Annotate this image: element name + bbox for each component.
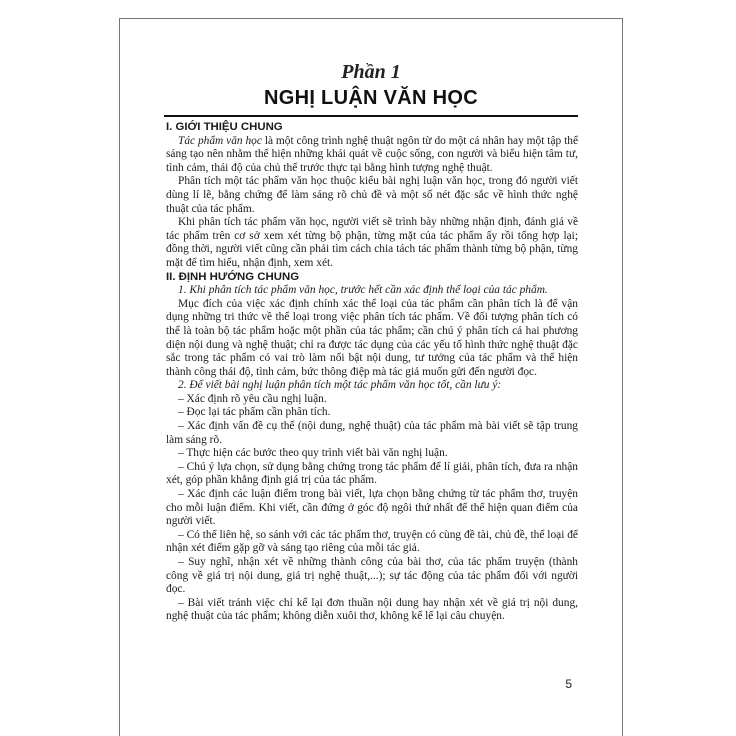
paragraph: Phân tích một tác phẩm văn học thuộc kiểu bài nghị luận văn học, trong đó người viết dùng lí lẽ, bằng chứng để làm sáng rõ chủ đề và một số nét đặc sắc về hình thức nghệ thuật của tác phẩm. — [166, 175, 578, 215]
list-item: – Suy nghĩ, nhận xét về những thành công của bài thơ, của tác phẩm truyện (thành công về giá trị nội dung, giá trị nghệ thuật,...); sự tác động của tác phẩm đối với người đọc. — [166, 556, 578, 596]
list-item: – Chú ý lựa chọn, sử dụng bằng chứng trong tác phẩm để lí giải, phân tích, đưa ra nhận xét, góp phần khẳng định giá trị của tác phẩm. — [166, 460, 578, 487]
page-number: 5 — [565, 677, 572, 691]
list-item: – Xác định rõ yêu cầu nghị luận. — [178, 392, 327, 405]
list-item: – Xác định vấn đề cụ thể (nội dung, nghệ thuật) của tác phẩm mà bài viết sẽ tập trung làm sáng rõ. — [166, 420, 578, 446]
paragraph-intro-rest: là một công trình nghệ thuật ngôn từ do một cá nhân hay một tập thể sáng tạo nên nhằm thể hiện những khái quát về cuộc sống, con người và biểu hiện tâm tư, tình cảm, thái độ của chủ thể trước thực tại bằng hình tượng nghệ thuật. — [166, 134, 578, 174]
title-divider — [164, 115, 578, 117]
part-title: NGHỊ LUẬN VĂN HỌC — [264, 87, 478, 109]
paragraph: Khi phân tích tác phẩm văn học, người viết sẽ trình bày những nhận định, đánh giá về tác phẩm trên cơ sở xem xét từng bộ phận, từng mặt của tác phẩm ấy rồi tổng hợp lại; đồng thời, người viết cũng cần phải tìm cách chia tách tác phẩm thành từng bộ phận, từng mặt để tìm hiểu, nhận định, xem xét. — [166, 216, 578, 269]
list-item: – Đọc lại tác phẩm cần phân tích. — [178, 406, 331, 419]
part-label: Phần 1 — [341, 61, 401, 83]
subheading: 2. Để viết bài nghị luận phân tích một tác phẩm văn học tốt, cần lưu ý: — [178, 379, 502, 392]
list-item: – Bài viết tránh việc chỉ kể lại đơn thuần nội dung hay nhận xét về giá trị nội dung, nghệ thuật của tác phẩm; không diễn xuôi thơ, không kể lể lại câu chuyện. — [166, 596, 578, 623]
paragraph-intro — [166, 135, 578, 176]
section-heading-2: II. ĐỊNH HƯỚNG CHUNG — [166, 270, 300, 283]
subheading: 1. Khi phân tích tác phẩm văn học, trước hết cần xác định thể loại của tác phẩm. — [178, 284, 548, 297]
term-italic: Tác phẩm văn học — [178, 134, 262, 147]
list-item: – Có thể liên hệ, so sánh với các tác phẩm thơ, truyện có cùng đề tài, chủ đề, thể loại để nhận xét điểm gặp gỡ và sáng tạo riêng của mỗi tác giả. — [166, 528, 578, 555]
book-page — [119, 18, 623, 736]
list-item: – Thực hiện các bước theo quy trình viết bài văn nghị luận. — [178, 447, 448, 460]
body-text — [166, 121, 578, 624]
list-item: – Xác định các luận điểm trong bài viết, lựa chọn bằng chứng từ tác phẩm thơ, truyện cho mỗi luận điểm. Khi viết, cần đứng ở góc độ ngôi thứ nhất để thể hiện quan điểm của người viết. — [166, 488, 578, 528]
paragraph: Mục đích của việc xác định chính xác thể loại của tác phẩm cần phân tích là để vận dụng những tri thức về thể loại trong việc phân tích tác phẩm. Về đối tượng phân tích có thể là toàn bộ tác phẩm hoặc một phần của tác phẩm; cần chú ý phân tích cả hai phương diện nội dung và nghệ thuật; chỉ ra được tác dụng của các yếu tố hình thức nghệ thuật đặc sắc trong tác phẩm có vai trò làm nổi bật nội dung, tư tưởng của tác phẩm và thể hiện thành công thái độ, tình cảm, bức thông điệp mà tác giả muốn gửi đến người đọc. — [166, 297, 578, 378]
section-heading-1: I. GIỚI THIỆU CHUNG — [166, 121, 283, 133]
